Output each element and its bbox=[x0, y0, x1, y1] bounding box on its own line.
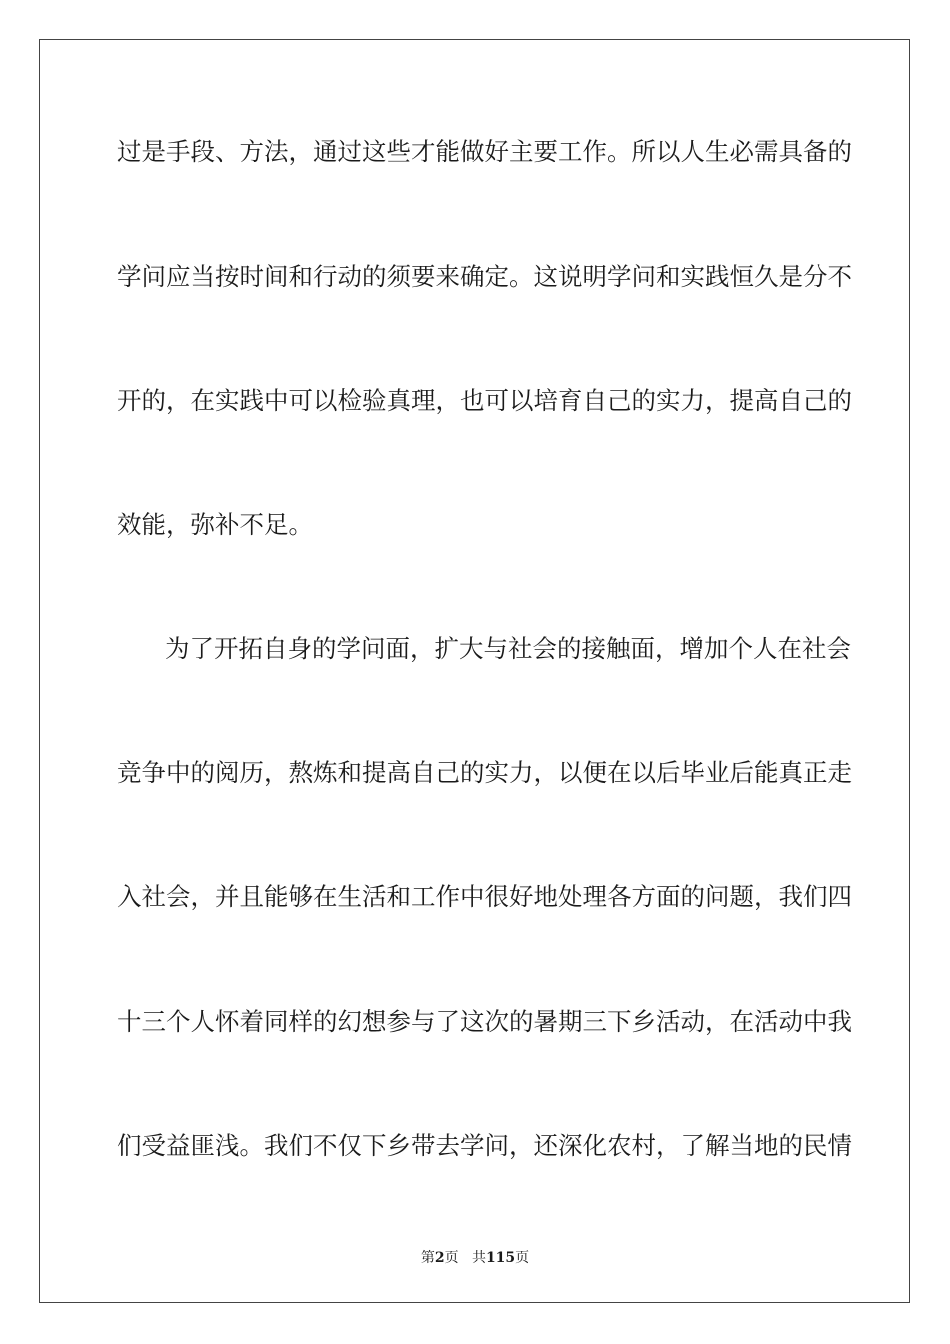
body-line-5: 为了开拓自身的学问面，扩大与社会的接触面，增加个人在社会 bbox=[165, 634, 851, 663]
footer-total-number: 115 bbox=[485, 1250, 516, 1266]
page-footer bbox=[0, 1247, 950, 1267]
body-line-9: 们受益匪浅。我们不仅下乡带去学问，还深化农村，了解当地的民情 bbox=[117, 1131, 852, 1160]
body-line-7: 入社会，并且能够在生活和工作中很好地处理各方面的问题，我们四 bbox=[117, 882, 852, 911]
body-line-1: 过是手段、方法，通过这些才能做好主要工作。所以人生必需具备的 bbox=[117, 137, 852, 166]
body-line-4: 效能，弥补不足。 bbox=[117, 510, 313, 539]
body-line-2: 学问应当按时间和行动的须要来确定。这说明学问和实践恒久是分不 bbox=[117, 262, 852, 291]
body-line-6: 竞争中的阅历，熬炼和提高自己的实力，以便在以后毕业后能真正走 bbox=[117, 758, 852, 787]
footer-page-prefix: 第 bbox=[420, 1250, 435, 1266]
footer-page-number: 2 bbox=[434, 1250, 445, 1266]
footer-page-suffix: 页 bbox=[444, 1250, 459, 1266]
body-line-3: 开的，在实践中可以检验真理，也可以培育自己的实力，提高自己的 bbox=[117, 386, 852, 415]
page-border bbox=[39, 39, 910, 1303]
body-line-8: 十三个人怀着同样的幻想参与了这次的暑期三下乡活动，在活动中我 bbox=[117, 1007, 852, 1036]
footer-total-prefix: 共 bbox=[471, 1250, 486, 1266]
footer-total-suffix: 页 bbox=[515, 1250, 530, 1266]
